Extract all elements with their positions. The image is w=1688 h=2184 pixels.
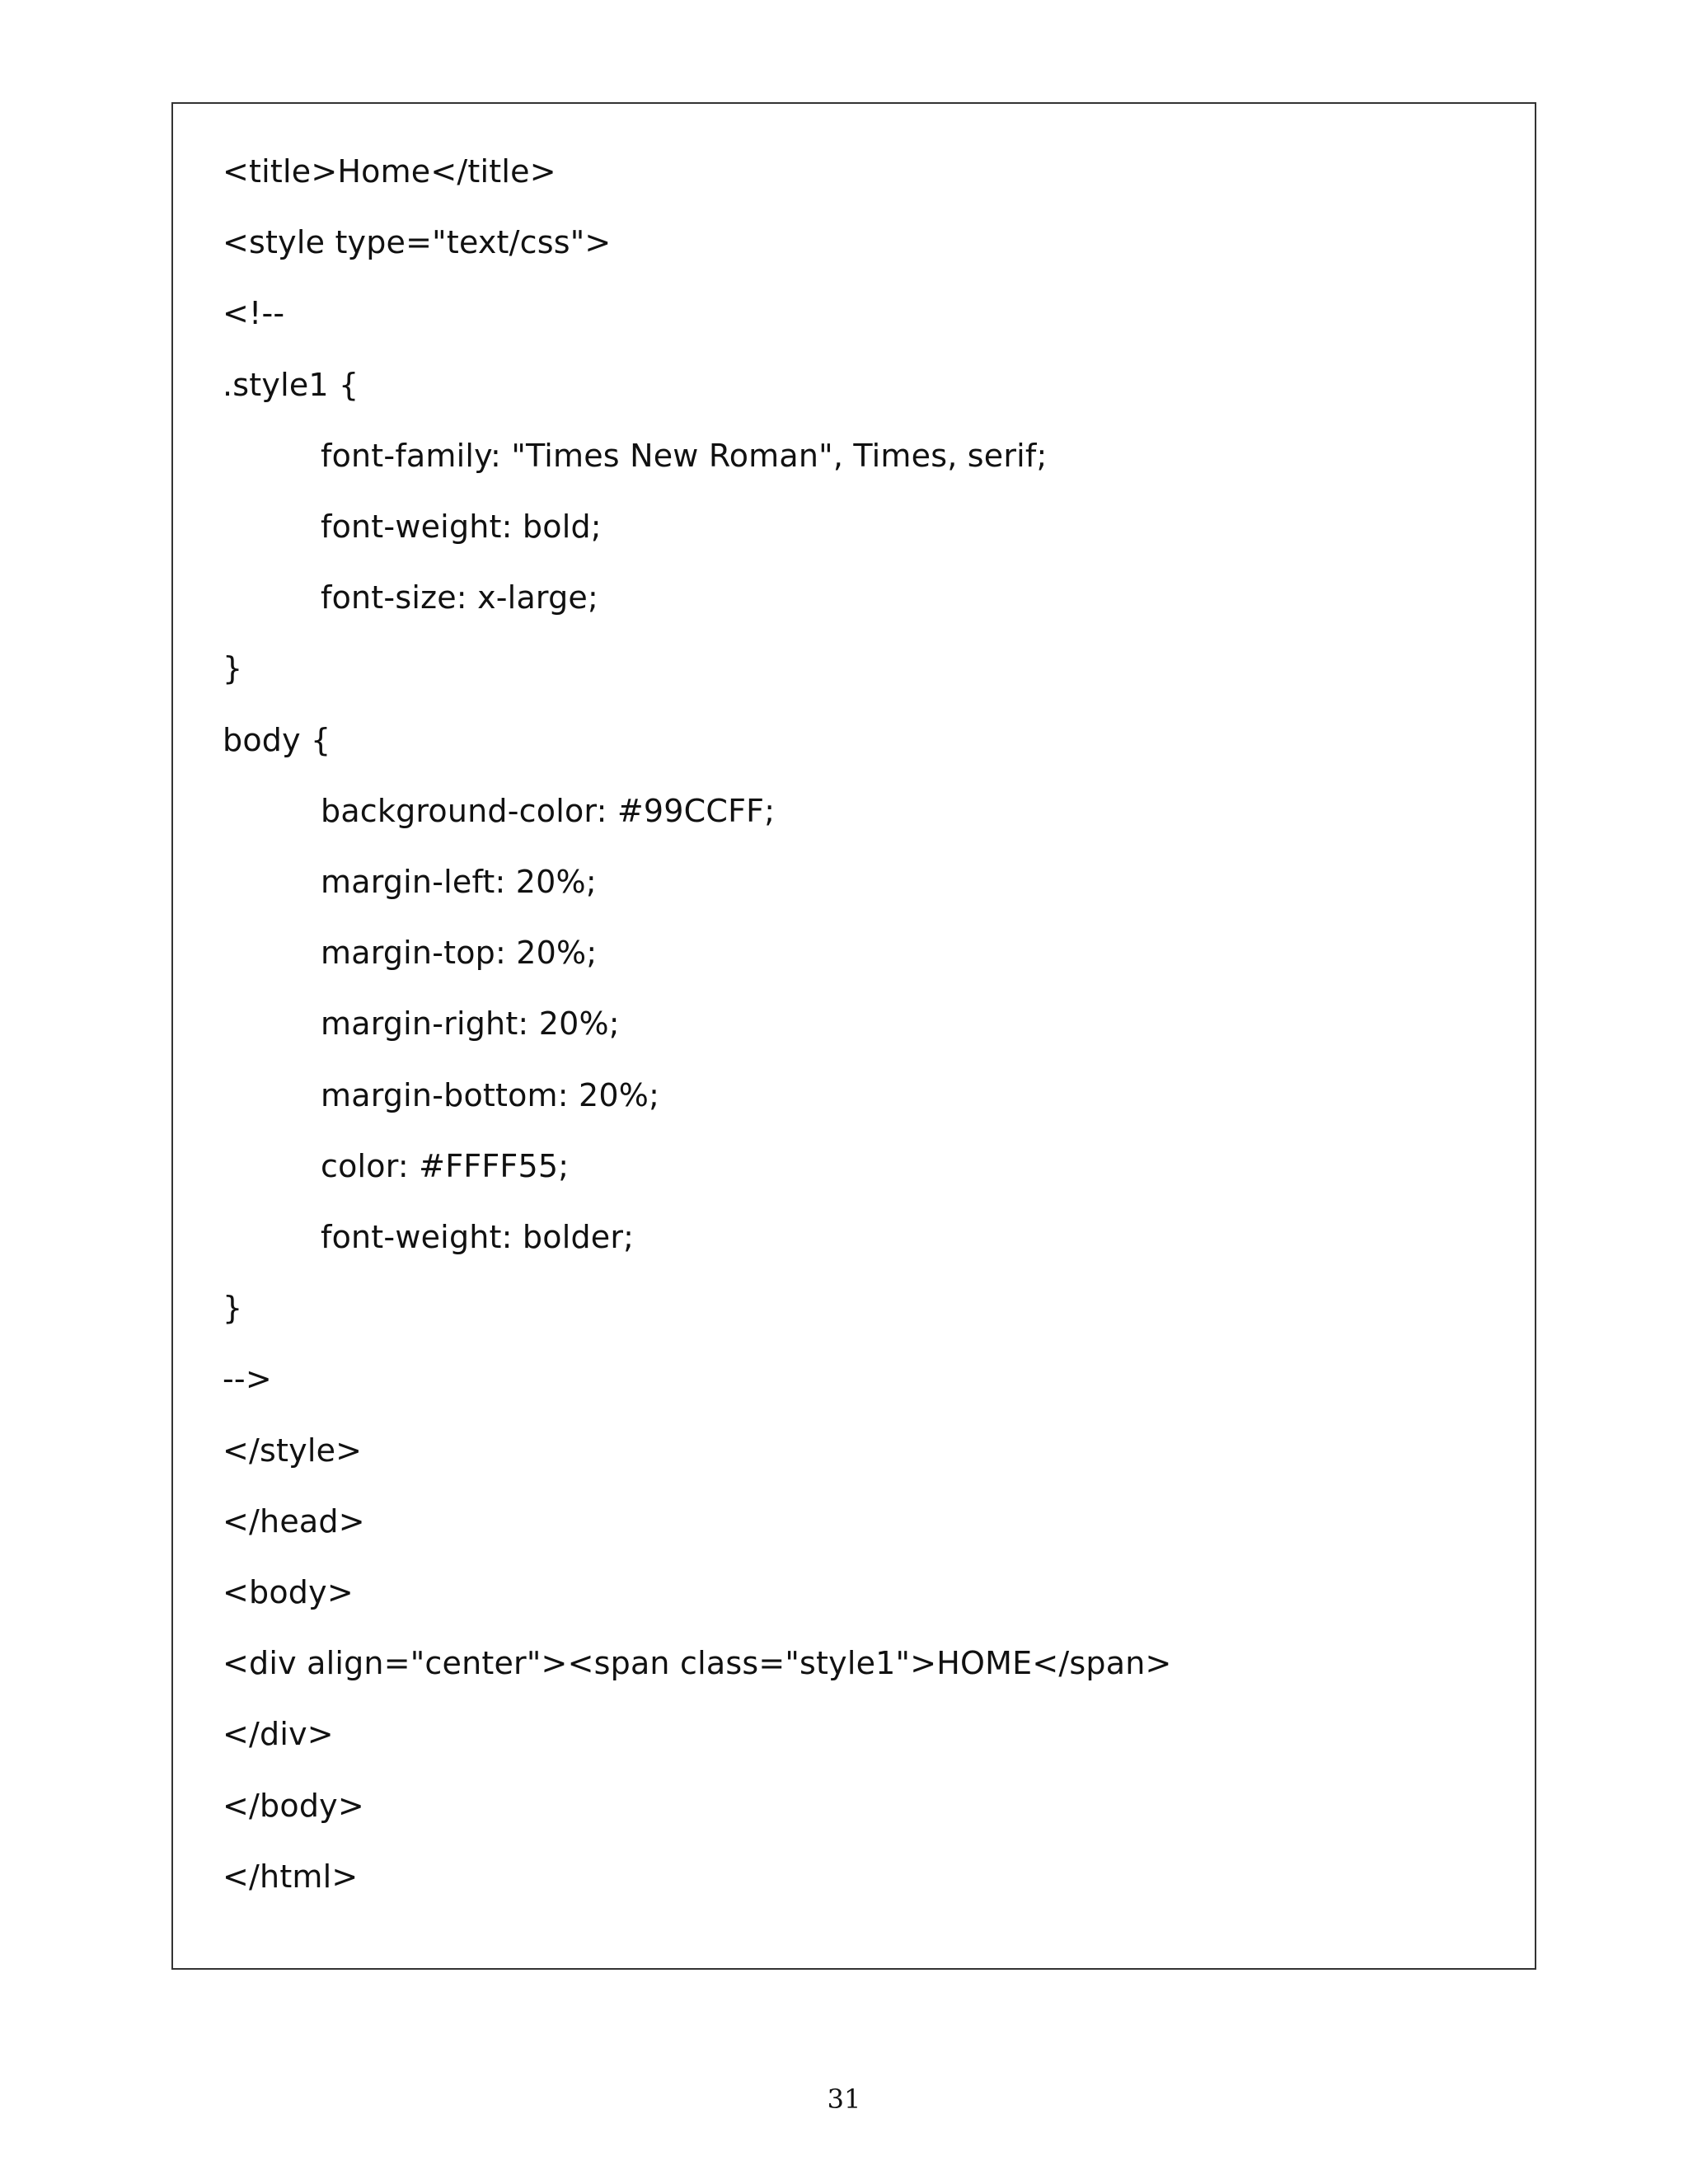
code-line: } [223, 1290, 243, 1327]
code-line: <div align="center"><span class="style1">HOME</span> [223, 1645, 1172, 1682]
code-line: <style type="text/css"> [223, 224, 612, 261]
code-line: </style> [223, 1432, 363, 1469]
code-line: </html> [223, 1858, 359, 1895]
code-line: font-weight: bold; [321, 509, 602, 545]
code-listing-box [171, 102, 1536, 1970]
code-line: .style1 { [223, 366, 359, 403]
code-line: </head> [223, 1502, 365, 1540]
code-line: } [223, 650, 243, 687]
code-line: margin-top: 20%; [321, 935, 598, 972]
page-number: 31 [827, 2083, 861, 2115]
code-line: font-family: "Times New Roman", Times, serif; [321, 437, 1048, 474]
code-line: font-size: x-large; [321, 579, 598, 616]
code-line: body { [223, 721, 331, 758]
code-line: background-color: #99CCFF; [321, 792, 776, 829]
code-line: color: #FFFF55; [321, 1147, 570, 1184]
code-line: margin-bottom: 20%; [321, 1076, 660, 1113]
code-line: margin-left: 20%; [321, 864, 597, 900]
code-line: </div> [223, 1716, 334, 1753]
code-line: </body> [223, 1787, 364, 1824]
code-line: margin-right: 20%; [321, 1005, 620, 1043]
code-line: <!-- [223, 295, 285, 332]
code-line: font-weight: bolder; [321, 1219, 635, 1255]
code-line: <title>Home</title> [223, 153, 556, 190]
code-line: --> [223, 1361, 272, 1398]
code-line: <body> [223, 1574, 354, 1610]
